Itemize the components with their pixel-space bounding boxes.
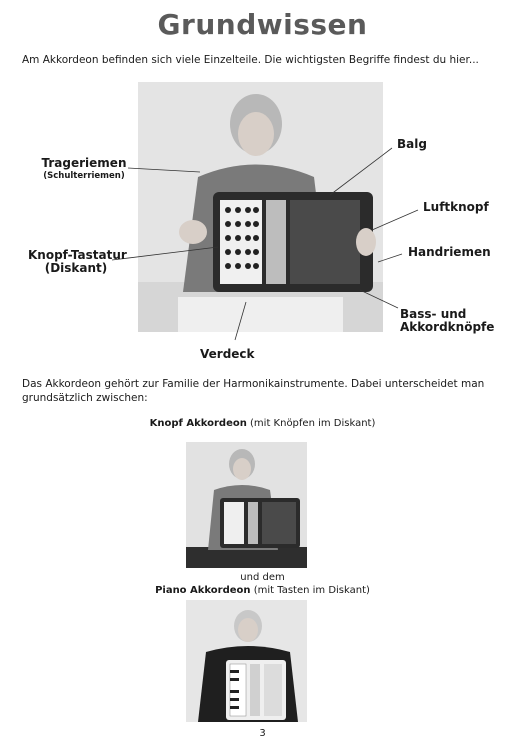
knopf-akkordeon-desc: (mit Knöpfen im Diskant)	[246, 418, 376, 429]
page-number: 3	[259, 728, 266, 739]
piano-akkordeon-desc: (mit Tasten im Diskant)	[250, 585, 370, 596]
main-accordion-photo	[138, 82, 383, 332]
knopf-akkordeon-title: Knopf Akkordeon	[149, 418, 247, 429]
label-handriemen: Handriemen	[408, 245, 491, 259]
label-luftknopf: Luftknopf	[423, 200, 489, 214]
intro-text: Am Akkordeon befinden sich viele Einzelteile. Die wichtigsten Begriffe findest du hier...	[22, 54, 479, 66]
label-trageriemen	[40, 157, 128, 183]
label-trageriemen-text: Trageriemen	[41, 156, 127, 170]
label-trageriemen-sub: (Schulterriemen)	[43, 171, 125, 181]
piano-akkordeon-caption	[0, 585, 525, 596]
label-bass-line1: Bass- und	[400, 307, 467, 321]
label-knopf-tastatur	[28, 248, 127, 275]
knopf-akkordeon-photo	[186, 442, 307, 568]
label-knopf-tastatur-sub: (Diskant)	[44, 261, 108, 275]
label-verdeck: Verdeck	[200, 347, 255, 361]
piano-akkordeon-photo	[186, 600, 307, 722]
label-bass-line2: Akkordknöpfe	[400, 320, 495, 334]
harmonika-paragraph: Das Akkordeon gehört zur Familie der Harmonikainstrumente. Dabei unterscheidet man grundsätzlich zwischen:	[22, 378, 485, 404]
label-knopf-tastatur-text: Knopf-Tastatur	[28, 248, 127, 262]
knopf-akkordeon-caption	[0, 418, 525, 429]
und-dem-text: und dem	[240, 572, 285, 583]
label-bass-akkordknoepfe	[400, 308, 494, 334]
page-title: Grundwissen	[157, 8, 368, 41]
piano-akkordeon-title: Piano Akkordeon	[155, 585, 251, 596]
label-balg: Balg	[397, 137, 427, 151]
